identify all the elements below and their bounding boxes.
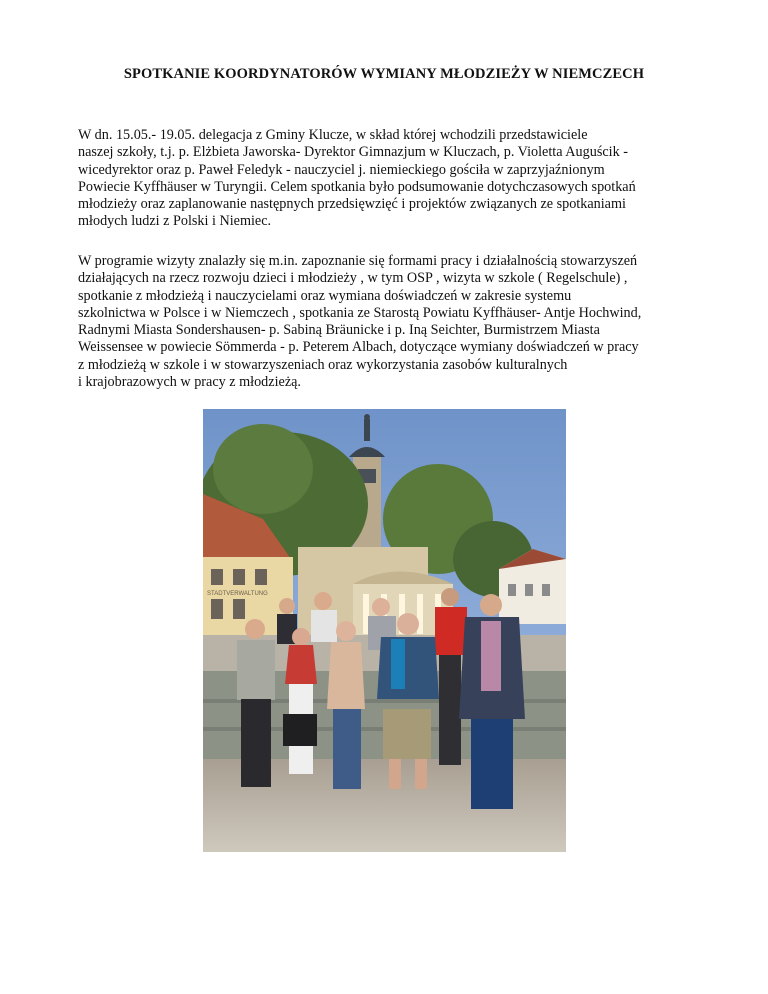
group-photo bbox=[203, 409, 566, 852]
building-sign: STADTVERWALTUNG bbox=[207, 591, 268, 597]
paragraph-2: W programie wizyty znalazły się m.in. zapoznanie się formami pracy i działalnością stowarzyszeń działających na rzecz rozwoju dzieci i młodzieży , w tym OSP , wizyta w szkole ( Regelschule) , spotkanie z młodzieżą i nauczycielami oraz wymiana doświadczeń w zakresie systemu szkolnictwa w Polsce i w Niemczech , spotkania ze Starostą Powiatu Kyffhäuser- Antje Hochwind, Radnymi Miasta Sondershausen- p. Sabiną Bräunicke i p. Iną Seichter, Burmistrzem Miasta Weissensee w powiecie Sömmerda - p. Peterem Albach, dotyczące wymiany doświadczeń w pracy z młodzieżą w szkole i w stowarzyszeniach oraz wykorzystania zasobów kulturalnych i krajobrazowych w pracy z młodzieżą. bbox=[78, 253, 642, 391]
document-title: SPOTKANIE KOORDYNATORÓW WYMIANY MŁODZIEŻY W NIEMCZECH bbox=[123, 66, 645, 82]
paragraph-1: W dn. 15.05.- 19.05. delegacja z Gminy Klucze, w skład której wchodzili przedstawiciele naszej szkoły, t.j. p. Elżbieta Jaworska- Dyrektor Gimnazjum w Kluczach, p. Violetta Auguścik - wicedyrektor oraz p. Paweł Feledyk - nauczyciel j. niemieckiego gościła w zaprzyjaźnionym Powiecie Kyffhäuser w Turyngii. Celem spotkania było podsumowanie dotychczasowych spotkań młodzieży oraz zaplanowanie następnych przedsięwzięć i projektów związanych ze spotkaniami młodych ludzi z Polski i Niemiec. bbox=[78, 127, 636, 230]
